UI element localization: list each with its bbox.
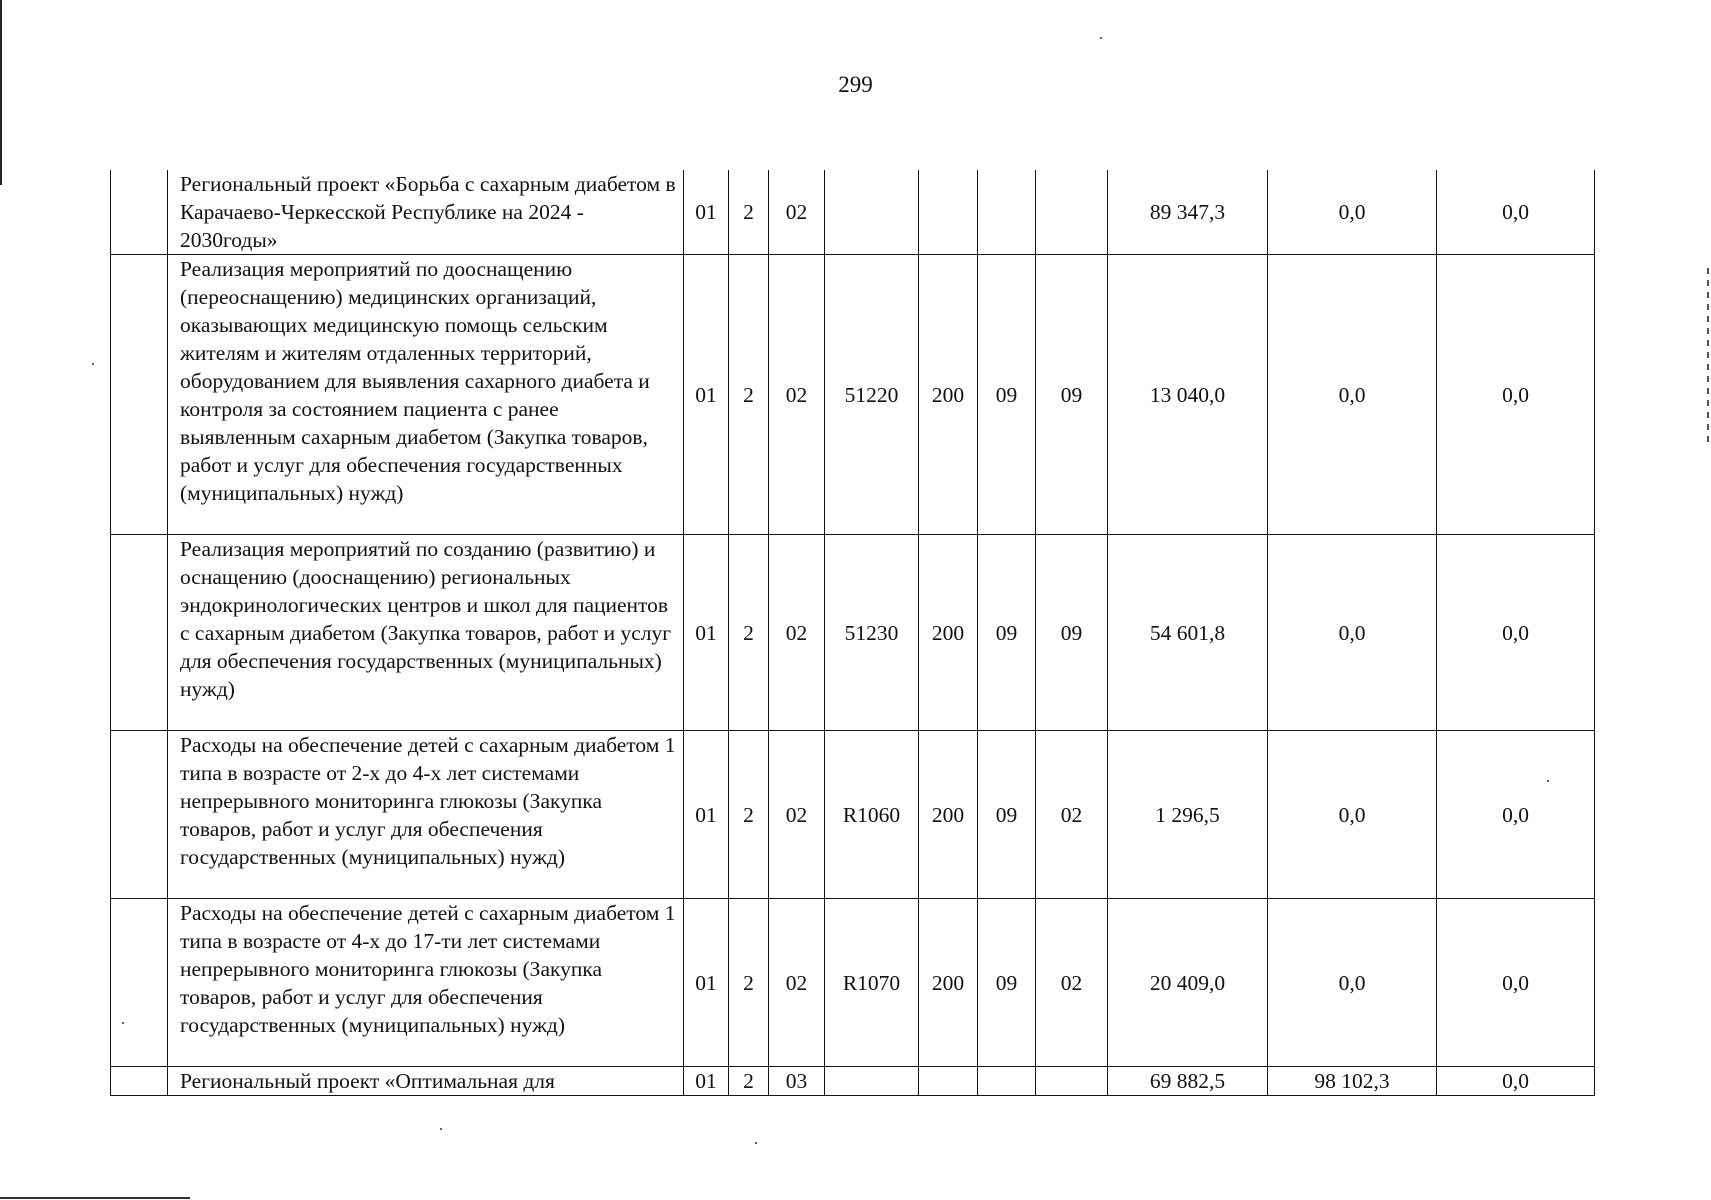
code-cell: 09 bbox=[1036, 535, 1108, 731]
code-cell: 09 bbox=[978, 255, 1036, 535]
code-cell: 02 bbox=[1036, 899, 1108, 1067]
code-cell: 01 bbox=[684, 731, 729, 899]
code-cell bbox=[919, 170, 978, 255]
description-cell: Региональный проект «Оптимальная для bbox=[168, 1067, 684, 1096]
amount-cell: 0,0 bbox=[1268, 899, 1437, 1067]
code-cell: 02 bbox=[769, 535, 825, 731]
code-cell: 2 bbox=[729, 255, 769, 535]
code-cell: 03 bbox=[769, 1067, 825, 1096]
row-number-cell bbox=[111, 1067, 168, 1096]
budget-table bbox=[110, 170, 1595, 1096]
scan-edge-bottom bbox=[0, 1197, 190, 1199]
description-cell: Расходы на обеспечение детей с сахарным диабетом 1 типа в возрасте от 2-х до 4-х лет системами непрерывного мониторинга глюкозы (Закупка товаров, работ и услуг для обеспечения государственных (муниципальных) нужд) bbox=[168, 731, 684, 899]
amount-cell: 89 347,3 bbox=[1108, 170, 1268, 255]
scan-speck bbox=[755, 1142, 757, 1144]
code-cell: 2 bbox=[729, 1067, 769, 1096]
table-row bbox=[111, 535, 1595, 731]
code-cell: 200 bbox=[919, 731, 978, 899]
code-cell: 01 bbox=[684, 255, 729, 535]
amount-cell: 0,0 bbox=[1437, 731, 1595, 899]
code-cell: 02 bbox=[769, 255, 825, 535]
code-cell: 200 bbox=[919, 535, 978, 731]
table-row bbox=[111, 170, 1595, 255]
code-cell: 09 bbox=[978, 535, 1036, 731]
description-cell: Региональный проект «Борьба с сахарным диабетом в Карачаево-Черкесской Республике на 2024 - 2030годы» bbox=[168, 170, 684, 255]
scan-edge-right bbox=[1707, 268, 1709, 448]
code-cell bbox=[1036, 1067, 1108, 1096]
code-cell: 01 bbox=[684, 170, 729, 255]
amount-cell: 0,0 bbox=[1268, 255, 1437, 535]
page-number: 299 bbox=[838, 72, 873, 97]
table-row bbox=[111, 731, 1595, 899]
code-cell: 02 bbox=[1036, 731, 1108, 899]
row-number-cell bbox=[111, 731, 168, 899]
code-cell: 09 bbox=[1036, 255, 1108, 535]
code-cell: 01 bbox=[684, 1067, 729, 1096]
code-cell: 01 bbox=[684, 535, 729, 731]
code-cell: 02 bbox=[769, 731, 825, 899]
code-cell: 09 bbox=[978, 731, 1036, 899]
code-cell bbox=[825, 1067, 919, 1096]
code-cell: R1060 bbox=[825, 731, 919, 899]
code-cell bbox=[978, 170, 1036, 255]
amount-cell: 0,0 bbox=[1437, 1067, 1595, 1096]
code-cell: R1070 bbox=[825, 899, 919, 1067]
amount-cell: 0,0 bbox=[1437, 535, 1595, 731]
amount-cell: 13 040,0 bbox=[1108, 255, 1268, 535]
code-cell: 01 bbox=[684, 899, 729, 1067]
description-cell: Реализация мероприятий по дооснащению (переоснащению) медицинских организаций, оказывающих медицинскую помощь сельским жителям и жителям отдаленных территорий, оборудованием для выявления сахарного диабета и контроля за состоянием пациента с ранее выявленным сахарным диабетом (Закупка товаров, работ и услуг для обеспечения государственных (муниципальных) нужд) bbox=[168, 255, 684, 535]
amount-cell: 98 102,3 bbox=[1268, 1067, 1437, 1096]
scan-speck bbox=[92, 363, 94, 365]
row-number-cell bbox=[111, 535, 168, 731]
row-number-cell bbox=[111, 899, 168, 1067]
code-cell bbox=[978, 1067, 1036, 1096]
scan-speck bbox=[440, 1128, 442, 1130]
code-cell: 02 bbox=[769, 899, 825, 1067]
row-number-cell bbox=[111, 255, 168, 535]
code-cell: 2 bbox=[729, 731, 769, 899]
amount-cell: 20 409,0 bbox=[1108, 899, 1268, 1067]
code-cell: 2 bbox=[729, 899, 769, 1067]
amount-cell: 0,0 bbox=[1437, 170, 1595, 255]
table-row bbox=[111, 1067, 1595, 1096]
code-cell bbox=[825, 170, 919, 255]
code-cell: 2 bbox=[729, 170, 769, 255]
code-cell: 200 bbox=[919, 899, 978, 1067]
amount-cell: 0,0 bbox=[1268, 535, 1437, 731]
code-cell: 51220 bbox=[825, 255, 919, 535]
amount-cell: 0,0 bbox=[1437, 255, 1595, 535]
code-cell: 09 bbox=[978, 899, 1036, 1067]
code-cell bbox=[919, 1067, 978, 1096]
amount-cell: 1 296,5 bbox=[1108, 731, 1268, 899]
table-row bbox=[111, 255, 1595, 535]
row-number-cell bbox=[111, 170, 168, 255]
amount-cell: 0,0 bbox=[1437, 899, 1595, 1067]
table-row bbox=[111, 899, 1595, 1067]
description-cell: Расходы на обеспечение детей с сахарным диабетом 1 типа в возрасте от 4-х до 17-ти лет системами непрерывного мониторинга глюкозы (Закупка товаров, работ и услуг для обеспечения государственных (муниципальных) нужд) bbox=[168, 899, 684, 1067]
code-cell: 200 bbox=[919, 255, 978, 535]
code-cell: 02 bbox=[769, 170, 825, 255]
description-cell: Реализация мероприятий по созданию (развитию) и оснащению (дооснащению) региональных эндокринологических центров и школ для пациентов с сахарным диабетом (Закупка товаров, работ и услуг для обеспечения государственных (муниципальных) нужд) bbox=[168, 535, 684, 731]
amount-cell: 54 601,8 bbox=[1108, 535, 1268, 731]
scan-speck bbox=[1100, 37, 1102, 39]
code-cell: 2 bbox=[729, 535, 769, 731]
amount-cell: 0,0 bbox=[1268, 170, 1437, 255]
code-cell bbox=[1036, 170, 1108, 255]
amount-cell: 69 882,5 bbox=[1108, 1067, 1268, 1096]
code-cell: 51230 bbox=[825, 535, 919, 731]
amount-cell: 0,0 bbox=[1268, 731, 1437, 899]
